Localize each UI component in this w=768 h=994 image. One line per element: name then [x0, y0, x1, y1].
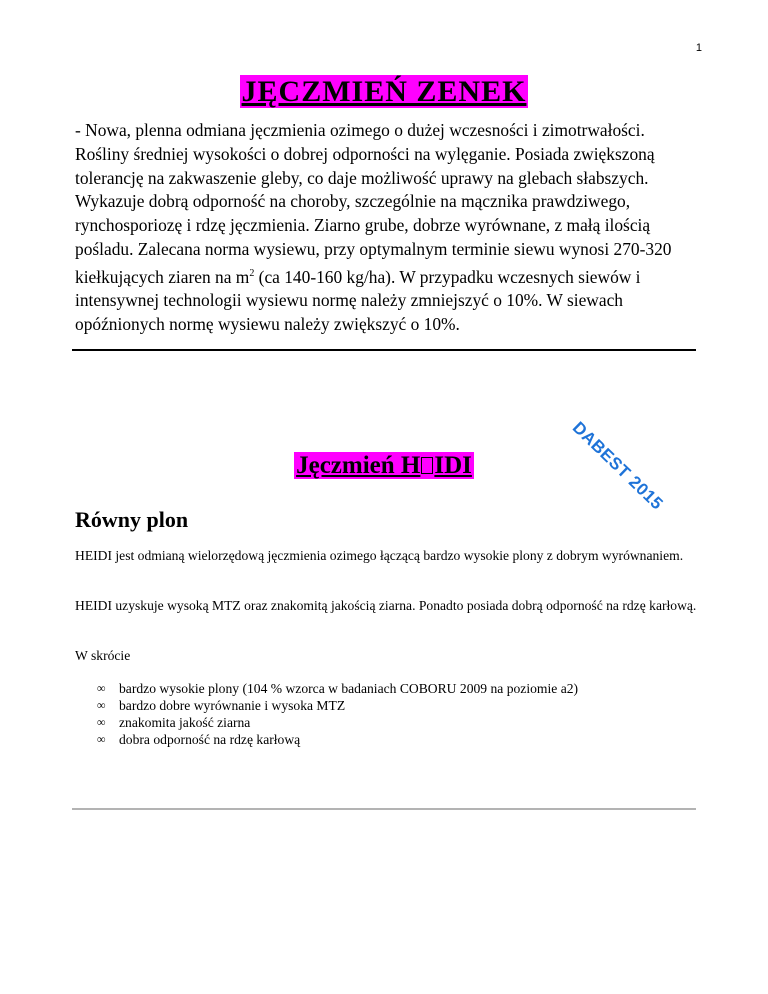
infinity-bullet-icon: ∞ [97, 698, 106, 712]
paragraph-line: pośladu. Zalecana norma wysiewu, przy optymalnym terminie siewu wynosi 270-320 [75, 238, 672, 259]
subheading: Równy plon [75, 507, 189, 532]
section-2-title [294, 452, 474, 479]
section-2-title-wrap [0, 451, 768, 481]
title-part-1: Jęczmień H [296, 452, 421, 479]
paragraph-line: tolerancję na zakwaszenie gleby, co daje możliwość uprawy na glebach słabszych. [75, 167, 649, 188]
superscript-2: 2 [249, 267, 255, 279]
heidi-paragraph-1: HEIDI jest odmianą wielorzędową jęczmienia ozimego łączącą bardzo wysokie plony z dobrym wyrównaniem. [75, 548, 684, 563]
list-item [0, 697, 459, 714]
paragraph-line: opóźnionych normę wysiewu należy zwiększyć o 10%. [75, 314, 460, 335]
list-item [0, 731, 459, 748]
line-7-start: kiełkujących ziaren na m [75, 266, 250, 287]
title-part-2: IDI [434, 452, 472, 479]
list-item-text: dobra odporność na rdzę karłową [119, 732, 301, 747]
paragraph-line [75, 262, 705, 290]
section-divider [72, 349, 696, 351]
paragraph-line: - Nowa, plenna odmiana jęczmienia ozimego o dużej wczesności i zimotrwałości. [75, 120, 645, 140]
dabest-stamp: DABEST 2015 [568, 418, 667, 514]
missing-glyph-box [421, 457, 433, 474]
infinity-bullet-icon: ∞ [97, 715, 106, 729]
bottom-divider [72, 808, 696, 810]
paragraph-line: Rośliny średniej wysokości o dobrej odporności na wylęganie. Posiada zwiększoną [75, 143, 655, 164]
infinity-bullet-icon: ∞ [97, 681, 106, 695]
heidi-paragraph-2: HEIDI uzyskuje wysoką MTZ oraz znakomitą jakością ziarna. Ponadto posiada dobrą odporność na rdzę karłową. [75, 598, 697, 613]
list-item-text: bardzo dobre wyrównanie i wysoka MTZ [119, 698, 346, 713]
list-item [0, 680, 579, 697]
infinity-bullet-icon: ∞ [97, 732, 106, 746]
line-7-end: (ca 140-160 kg/ha). W przypadku wczesnych siewów i [254, 266, 641, 287]
list-item [0, 714, 459, 731]
page-number: 1 [695, 42, 702, 54]
summary-label: W skrócie [75, 648, 131, 663]
section-1-paragraph [75, 119, 705, 337]
summary-list [0, 680, 579, 748]
list-item-text: znakomita jakość ziarna [119, 715, 251, 730]
paragraph-line: intensywnej technologii wysiewu normę należy zmniejszyć o 10%. W siewach [75, 290, 623, 311]
section-1-title-wrap [0, 74, 768, 110]
paragraph-line: Wykazuje dobrą odporność na choroby, szczególnie na mącznika prawdziwego, [75, 191, 631, 212]
list-item-text: bardzo wysokie plony (104 % wzorca w badaniach COBORU 2009 na poziomie a2) [119, 681, 579, 696]
paragraph-line: rynchosporiozę i rdzę jęczmienia. Ziarno grube, dobrze wyrównane, z małą ilością [75, 215, 651, 236]
section-1-title: JĘCZMIEŃ ZENEK [241, 75, 527, 108]
